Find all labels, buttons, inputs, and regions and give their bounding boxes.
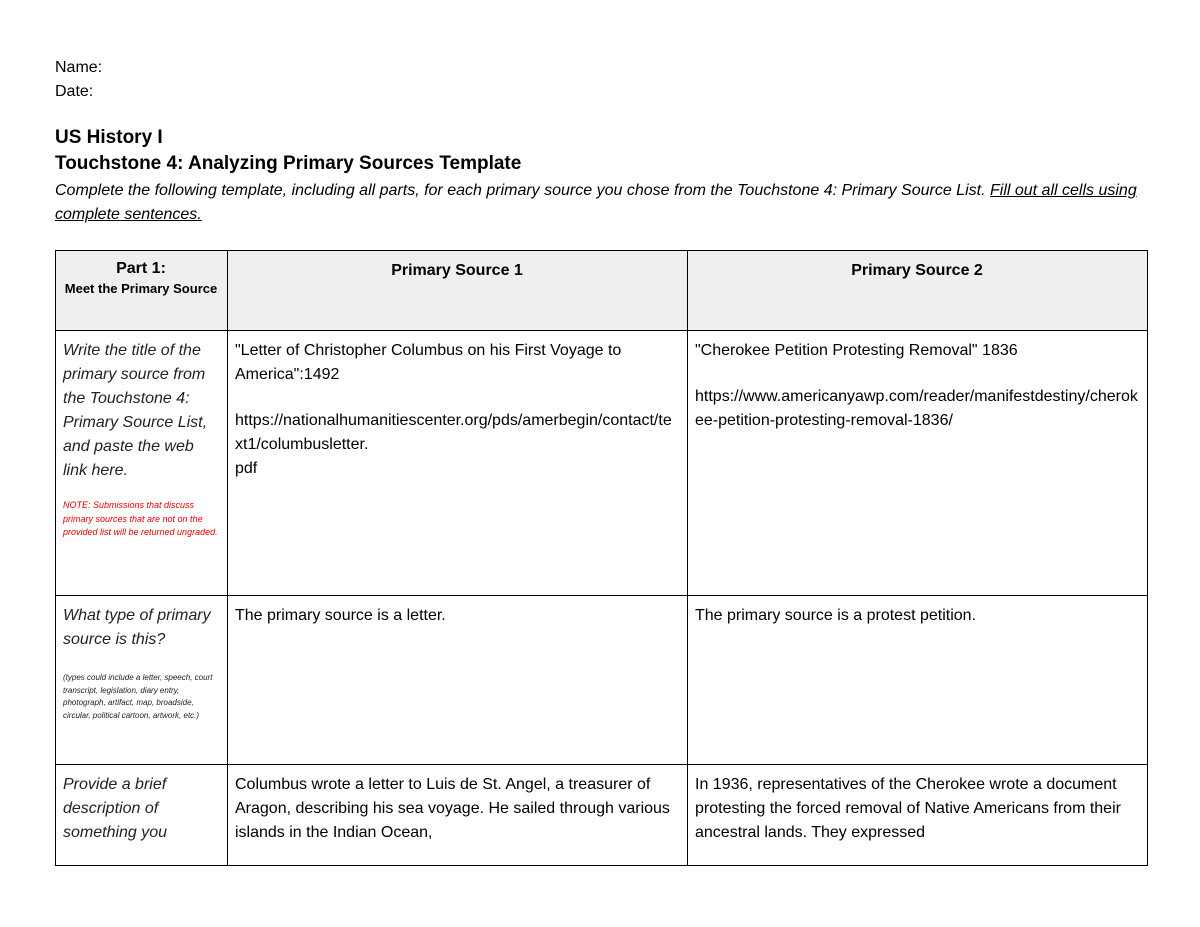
instructions	[55, 179, 1150, 227]
source1-cell[interactable]	[228, 596, 688, 765]
source1-cell[interactable]	[228, 765, 688, 866]
source1-link-end[interactable]: pdf	[235, 460, 258, 477]
student-info	[55, 56, 102, 104]
source2-cell[interactable]	[688, 596, 1148, 765]
source1-title: "Letter of Christopher Columbus on his First Voyage to America":1492	[235, 342, 622, 383]
source2-link[interactable]: https://www.americanyawp.com/reader/manifestdestiny/cherokee-petition-protesting-removal-1836/	[695, 388, 1138, 429]
name-label: Name:	[55, 59, 103, 76]
instructions-underlined: Fill out all cells using complete sentences.	[55, 182, 1137, 223]
part-subtitle: Meet the Primary Source	[64, 281, 218, 296]
source1-description: Columbus wrote a letter to Luis de St. Angel, a treasurer of Aragon, describing his sea voyage. He sailed through various islands in the Indian Ocean,	[235, 776, 670, 841]
table-row	[56, 331, 1148, 596]
part-header-cell	[56, 251, 228, 331]
source1-link[interactable]: https://nationalhumanitiescenter.org/pds/amerbegin/contact/text1/columbusletter.	[235, 412, 672, 453]
table-header-row	[56, 251, 1148, 331]
prompt-cell	[56, 596, 228, 765]
type-hint: (types could include a letter, speech, court transcript, legislation, diary entry, photograph, artifact, map, broadside, circular, political cartoon, artwork, etc.)	[63, 673, 213, 720]
source2-header: Primary Source 2	[851, 262, 983, 279]
analysis-table	[55, 250, 1148, 866]
row-prompt: Write the title of the primary source from the Touchstone 4: Primary Source List, and paste the web link here.	[63, 342, 208, 479]
source1-type: The primary source is a letter.	[235, 607, 446, 624]
instructions-text: Complete the following template, including all parts, for each primary source you chose from the Touchstone 4: Primary Source List.	[55, 182, 986, 199]
document-title: Touchstone 4: Analyzing Primary Sources Template	[55, 153, 522, 174]
source2-cell[interactable]	[688, 765, 1148, 866]
source2-description: In 1936, representatives of the Cherokee wrote a document protesting the forced removal of Native Americans from their ancestral lands. They expressed	[695, 776, 1121, 841]
warning-note: NOTE: Submissions that discuss primary sources that are not on the provided list will be returned ungraded.	[63, 500, 218, 537]
title-block	[55, 125, 1150, 227]
source1-cell[interactable]	[228, 331, 688, 596]
table-row	[56, 765, 1148, 866]
date-label: Date:	[55, 83, 94, 100]
row-prompt: Provide a brief description of something you	[63, 776, 168, 841]
source2-title: "Cherokee Petition Protesting Removal" 1836	[695, 342, 1018, 359]
source2-header-cell	[688, 251, 1148, 331]
part-title: Part 1:	[116, 260, 166, 277]
course-title: US History I	[55, 127, 163, 148]
row-prompt: What type of primary source is this?	[63, 607, 211, 648]
source2-type: The primary source is a protest petition.	[695, 607, 977, 624]
source1-header: Primary Source 1	[391, 262, 523, 279]
table-row	[56, 596, 1148, 765]
prompt-cell	[56, 331, 228, 596]
prompt-cell	[56, 765, 228, 866]
source2-cell[interactable]	[688, 331, 1148, 596]
source1-header-cell	[228, 251, 688, 331]
